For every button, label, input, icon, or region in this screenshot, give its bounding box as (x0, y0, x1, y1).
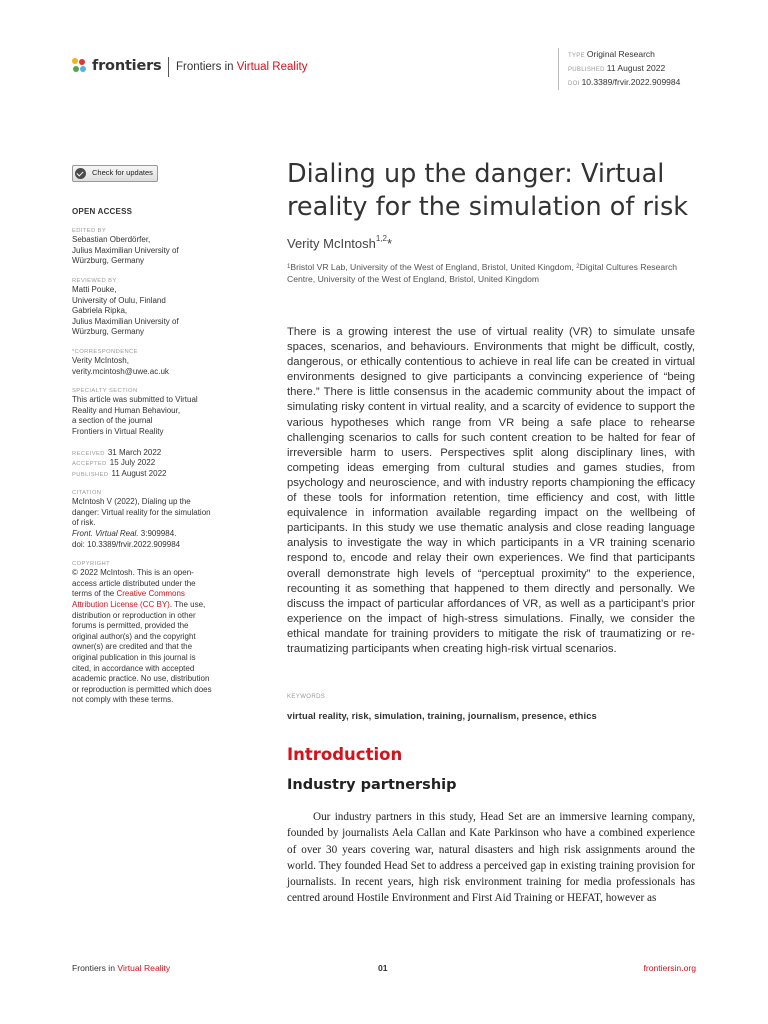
edited-by-section (72, 227, 242, 267)
sidebar-published-date: 11 August 2022 (111, 468, 167, 478)
license-link[interactable]: Creative Commons (116, 589, 185, 599)
reviewed-by-section (72, 277, 242, 338)
copyright-line: cited, in accordance with accepted (72, 663, 195, 673)
editor-line: Würzburg, Germany (72, 256, 145, 266)
citation-label: CITATION (72, 490, 102, 497)
specialty-line: Frontiers in Virtual Reality (72, 426, 164, 436)
affiliation-2: Digital Cultures Research Centre, University of the West of England, Bristol, United Kingdom (287, 262, 678, 284)
header-divider (168, 57, 169, 77)
received-label: RECEIVED (72, 450, 105, 457)
copyright-line: original publication in this journal is (72, 653, 196, 662)
specialty-label: SPECIALTY SECTION (72, 388, 138, 395)
correspondence-label: *CORRESPONDENCE (72, 348, 138, 355)
published-label: PUBLISHED (568, 67, 605, 73)
citation-journal: Front. Virtual Real. (72, 529, 139, 539)
doi-link[interactable]: 10.3389/frvir.2022.909984 (581, 77, 681, 87)
affil-sup: 2 (576, 264, 580, 270)
correspondence-name: Verity McIntosh, (72, 355, 129, 365)
journal-prefix: Frontiers in (176, 61, 237, 73)
check-circle-icon (75, 168, 86, 179)
frontiersin-link[interactable]: frontiersin.org (643, 963, 696, 973)
body-paragraph: Our industry partners in this study, Head Set are an immersive learning company, founded by journalists Aela Callan and Kate Parkinson who have a combined experience of over 30 years covering war, natural disasters and high risk assignments around the world. They founded Head Set to address a perceived gap in existing training provision for journalists. In recent years, high risk environment training for media professionals has centred around Hostile Environment and First Aid Training or HEFAT, however as (287, 811, 695, 905)
reviewer-line: Würzburg, Germany (72, 327, 145, 337)
logo-text: frontiers (92, 58, 162, 74)
reviewer-line: Matti Pouke, (72, 284, 117, 294)
citation-volume: 3:909984. (138, 529, 177, 539)
correspondence-section (72, 348, 242, 377)
abstract: There is a growing interest the use of virtual reality (VR) to simulate unsafe spaces, scenarios, and behaviours. Environments that might be difficult, costly, dangerous, or ethically contentious to achieve in real life can be created in virtual environments designed to give participants a convincing experience of “being there.” There is little consensus in the academic community about the impact of simulating risky content in virtual reality, and a scarcity of evidence to support the various hypotheses which range from VR being a safe place to rehearse challenging scenarios to calls for such content creation to be halted for fear of irreversible harm to users. Perspectives split along disciplinary lines, with competing ideas emerging from cultural studies and games studies, from psychology and neuroscience, and with industry reports championing the efficacy of these tools for information retention, time efficiency and cost, with little equivalence in information available regarding impact on the wellbeing of participants. In this study we use thematic analysis and close reading language analysis to investigate the way in which participants in a VR training scenario respond to, encode and relay their own experiences. We find that participants overall demonstrate high levels of “perceptual proximity” to the experience, recounting it as something that happened to them directly and personally. We discuss the impact of particular affordances of VR, as well as a participant’s prior experience on the impact of high-stress simulations. Finally, we consider the ethical mandate for training providers to mitigate the risk of traumatizing or re-traumatizing participants when creating high-risk virtual scenarios. (287, 326, 695, 655)
article-sidebar (72, 165, 242, 706)
accepted-date: 15 July 2022 (109, 458, 156, 468)
affiliations (287, 262, 707, 285)
copyright-line: . The use, (169, 600, 206, 610)
article-title: Dialing up the danger: Virtual reality for the simulation of risk (287, 159, 689, 222)
citation-line: of risk. (72, 518, 96, 528)
sidebar-published-label: PUBLISHED (72, 471, 109, 478)
frontiers-logo[interactable] (72, 58, 161, 74)
specialty-line: a section of the journal (72, 416, 153, 426)
copyright-line: distribution or reproduction in other (72, 610, 196, 620)
type-label: TYPE (568, 53, 585, 59)
reviewed-by-label: REVIEWED BY (72, 277, 117, 284)
copyright-line: © 2022 McIntosh. This is an open- (72, 568, 194, 578)
correspondence-email-link[interactable]: verity.mcintosh@uwe.ac.uk (72, 366, 169, 376)
editor-line: Julius Maximilian University of (72, 245, 179, 255)
edited-by-label: EDITED BY (72, 228, 107, 235)
citation-line: McIntosh V (2022), Dialing up the (72, 497, 191, 507)
specialty-section (72, 387, 242, 437)
author-line (287, 236, 392, 251)
published-value: 11 August 2022 (606, 63, 666, 73)
license-link[interactable]: Attribution License (CC BY) (72, 600, 170, 610)
keywords-label: KEYWORDS (287, 694, 326, 700)
received-date: 31 March 2022 (107, 447, 162, 457)
copyright-line: not comply with these terms. (72, 695, 174, 705)
citation-doi-link[interactable]: doi: 10.3389/frvir.2022.909984 (72, 539, 181, 549)
copyright-section (72, 560, 242, 706)
author-name[interactable]: Verity McIntosh (287, 236, 376, 251)
type-value: Original Research (586, 49, 655, 59)
footer-journal-highlight: Virtual Reality (117, 963, 171, 973)
check-for-updates-button[interactable] (72, 165, 158, 182)
footer-journal-prefix: Frontiers in (72, 963, 118, 973)
reviewer-line: University of Oulu, Finland (72, 295, 166, 305)
citation-line: danger: Virtual reality for the simulation (72, 507, 211, 517)
journal-highlight: Virtual Reality (236, 61, 308, 73)
copyright-line: terms of the (72, 589, 117, 599)
article-meta (558, 48, 708, 90)
specialty-line: Reality and Human Behaviour, (72, 405, 181, 415)
page-number: 01 (378, 963, 388, 973)
journal-name[interactable] (176, 61, 307, 73)
doi-label: DOI (568, 81, 580, 87)
copyright-line: or reproduction is permitted which does (72, 684, 212, 694)
check-updates-label: Check for updates (92, 168, 153, 178)
dates-section (72, 448, 242, 480)
open-access-label: OPEN ACCESS (72, 206, 133, 216)
copyright-line: academic practice. No use, distribution (72, 674, 210, 684)
keywords: virtual reality, risk, simulation, training, journalism, presence, ethics (287, 710, 597, 721)
citation-section (72, 489, 242, 550)
reviewer-line: Gabriela Ripka, (72, 306, 128, 316)
author-affiliation-sup: 1,2 (375, 234, 387, 243)
copyright-line: original author(s) and the copyright (72, 631, 196, 641)
footer-journal[interactable] (72, 963, 170, 973)
affil-sup: 1 (287, 264, 291, 270)
frontiers-logo-icon (72, 58, 88, 74)
corresponding-star: * (387, 236, 393, 251)
copyright-line: access article distributed under the (72, 578, 196, 588)
copyright-line: owner(s) are credited and that the (72, 642, 193, 652)
specialty-line: This article was submitted to Virtual (72, 395, 198, 405)
copyright-label: COPYRIGHT (72, 561, 111, 568)
affiliation-1: Bristol VR Lab, University of the West of England, Bristol, United Kingdom, (290, 262, 577, 272)
introduction-heading: Introduction (287, 745, 403, 764)
accepted-label: ACCEPTED (72, 461, 107, 468)
industry-partnership-heading: Industry partnership (287, 777, 457, 793)
reviewer-line: Julius Maximilian University of (72, 316, 179, 326)
editor-line: Sebastian Oberdörfer, (72, 235, 151, 245)
page-header (72, 49, 696, 87)
copyright-line: forums is permitted, provided the (72, 621, 189, 631)
